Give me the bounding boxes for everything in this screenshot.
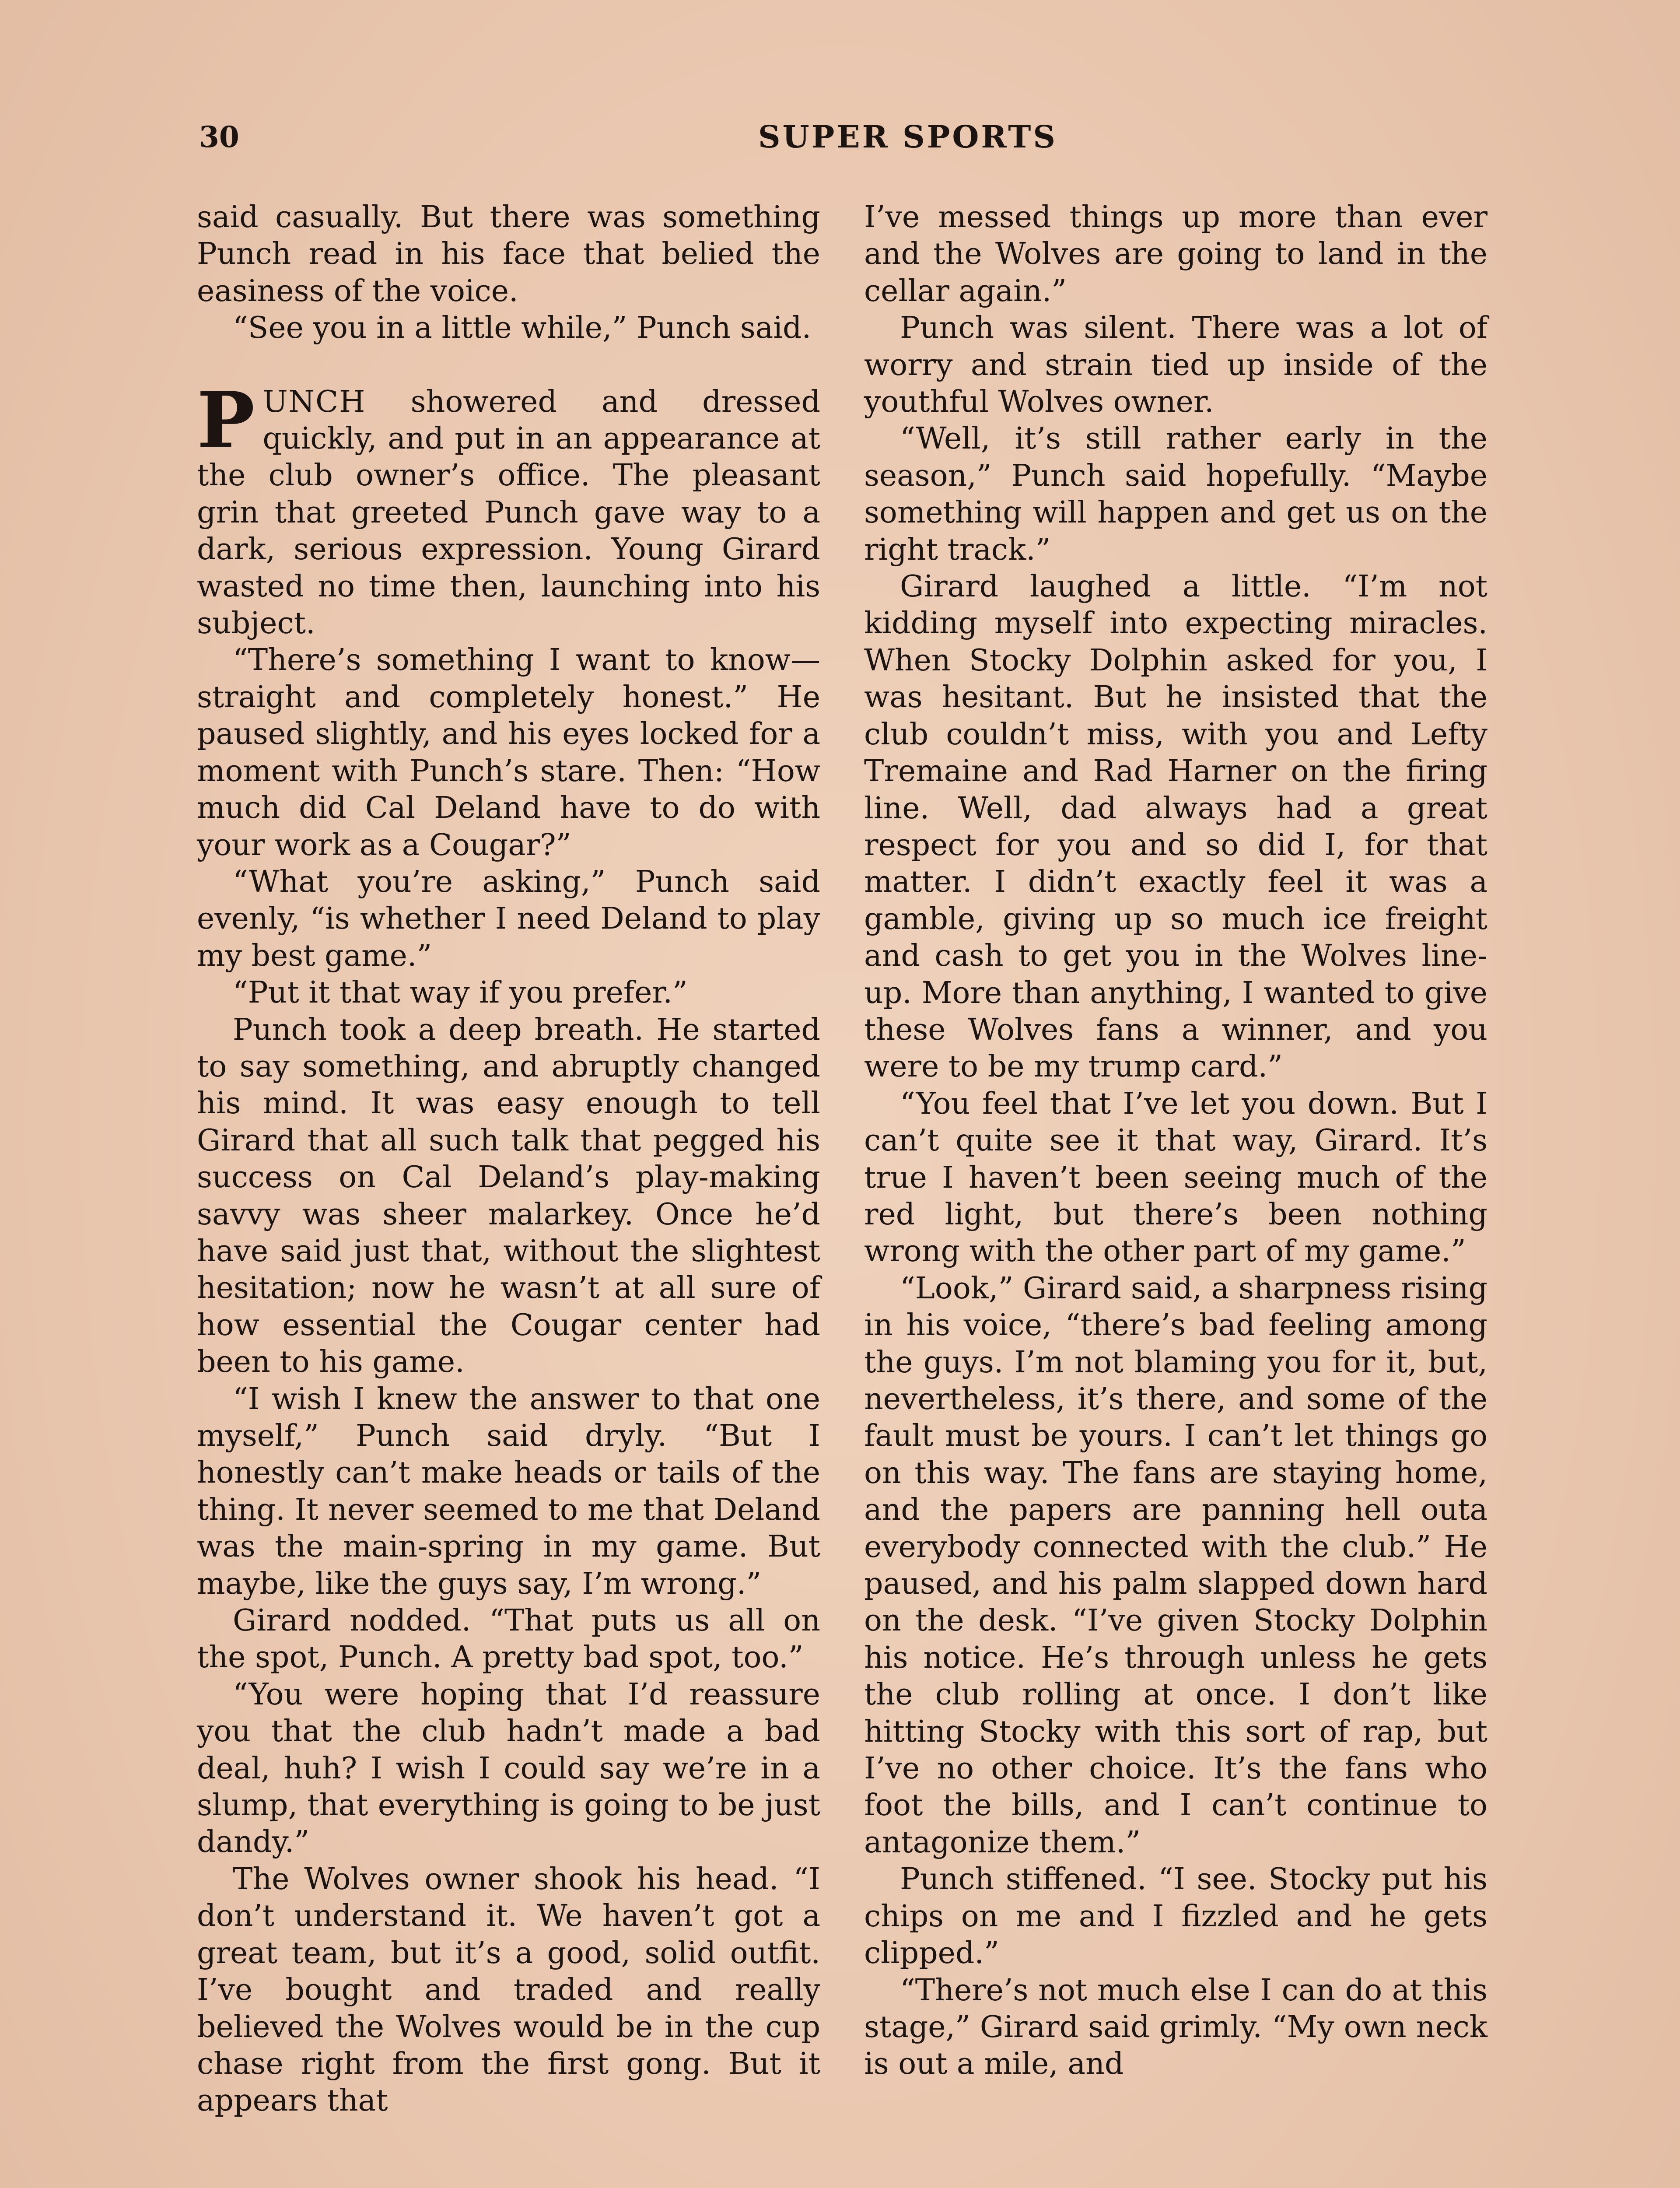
paragraph: Punch took a deep breath. He started to say something, and abruptly changed his mind. It was easy enough to tell Girard that all such talk that pegged his success on Cal Deland’s play-making savvy was sheer malarkey. Once he’d have said just that, without the slightest hesitation; now he wasn’t at all sure of how essential the Cougar center had been to his game. [197, 1012, 820, 1380]
left-column [197, 199, 820, 2120]
paragraph: “You were hoping that I’d reassure you that the club hadn’t made a bad deal, huh? I wish I could say we’re in a slump, that everything is going to be just dandy.” [197, 1677, 820, 1860]
paragraph: Girard nodded. “That puts us all on the spot, Punch. A pretty bad spot, too.” [197, 1603, 820, 1675]
page-number: 30 [199, 120, 239, 154]
paragraph: “Look,” Girard said, a sharpness rising in his voice, “there’s bad feeling among the guys. I’m not blaming you for it, but, nevertheless, it’s there, and some of the fault must be yours. I can’t let things go on this way. The fans are staying home, and the papers are panning hell outa everybody connected with the club.” He paused, and his palm slapped down hard on the desk. “I’ve given Stocky Dolphin his notice. He’s through unless he gets the club rolling at once. I don’t like hitting Stocky with this sort of rap, but I’ve no other choice. It’s the fans who foot the bills, and I can’t continue to antagonize them.” [864, 1271, 1488, 1860]
paragraph: Punch stiffened. “I see. Stocky put his chips on me and I fizzled and he gets clipped.” [864, 1862, 1488, 1971]
paragraph: Girard laughed a little. “I’m not kidding myself into expecting miracles. When Stocky Dolphin asked for you, I was hesitant. But he insisted that the club couldn’t miss, with you and Lefty Tremaine and Rad Harner on the firing line. Well, dad always had a great respect for you and so did I, for that matter. I didn’t exactly feel it was a gamble, giving up so much ice freight and cash to get you in the Wolves line-up. More than anything, I wanted to give these Wolves fans a winner, and you were to be my trump card.” [864, 569, 1488, 1084]
paragraph: I’ve messed things up more than ever and the Wolves are going to land in the cellar again.” [864, 200, 1488, 309]
paragraph: “What you’re asking,” Punch said evenly, “is whether I need Deland to play my best game.” [197, 864, 820, 973]
paragraph: “There’s not much else I can do at this stage,” Girard said grimly. “My own neck is out a mile, and [864, 1973, 1488, 2082]
paragraph: “Put it that way if you prefer.” [233, 975, 688, 1010]
section-opening-paragraph [197, 375, 820, 642]
drop-cap: P [197, 375, 255, 466]
paragraph: “See you in a little while,” Punch said. [233, 311, 812, 346]
paragraph: said casually. But there was something Punch read in his face that belied the easiness of the voice. [197, 200, 820, 309]
paragraph: “Well, it’s still rather early in the season,” Punch said hopefully. “Maybe something will happen and get us on the right track.” [864, 421, 1488, 567]
right-column [864, 199, 1488, 2083]
running-head-title: SUPER SPORTS [758, 119, 1057, 155]
page-header [199, 112, 1494, 160]
drop-cap-continuation: UNCH [262, 384, 366, 419]
paragraph: Punch was silent. There was a lot of worry and strain tied up inside of the youthful Wolves owner. [864, 311, 1488, 420]
paragraph: “You feel that I’ve let you down. But I can’t quite see it that way, Girard. It’s true I haven’t been seeing much of the red light, but there’s been nothing wrong with the other part of my game.” [864, 1086, 1488, 1269]
paragraph: “I wish I knew the answer to that one myself,” Punch said dryly. “But I honestly can’t make heads or tails of the thing. It never seemed to me that Deland was the main-spring in my game. But maybe, like the guys say, I’m wrong.” [197, 1382, 820, 1601]
paragraph-body: showered and dressed quickly, and put in an appearance at the club owner’s office. The pleasant grin that greeted Punch gave way to a dark, serious expression. Young Girard wasted no time then, launching into his subject. [197, 384, 820, 641]
paragraph: The Wolves owner shook his head. “I don’t understand it. We haven’t got a great team, but it’s a good, solid outfit. I’ve bought and traded and really believed the Wolves would be in the cup chase right from the first gong. But it appears that [197, 1862, 820, 2118]
paragraph: “There’s something I want to know—straight and completely honest.” He paused slightly, and his eyes locked for a moment with Punch’s stare. Then: “How much did Cal Deland have to do with your work as a Cougar?” [197, 643, 820, 863]
